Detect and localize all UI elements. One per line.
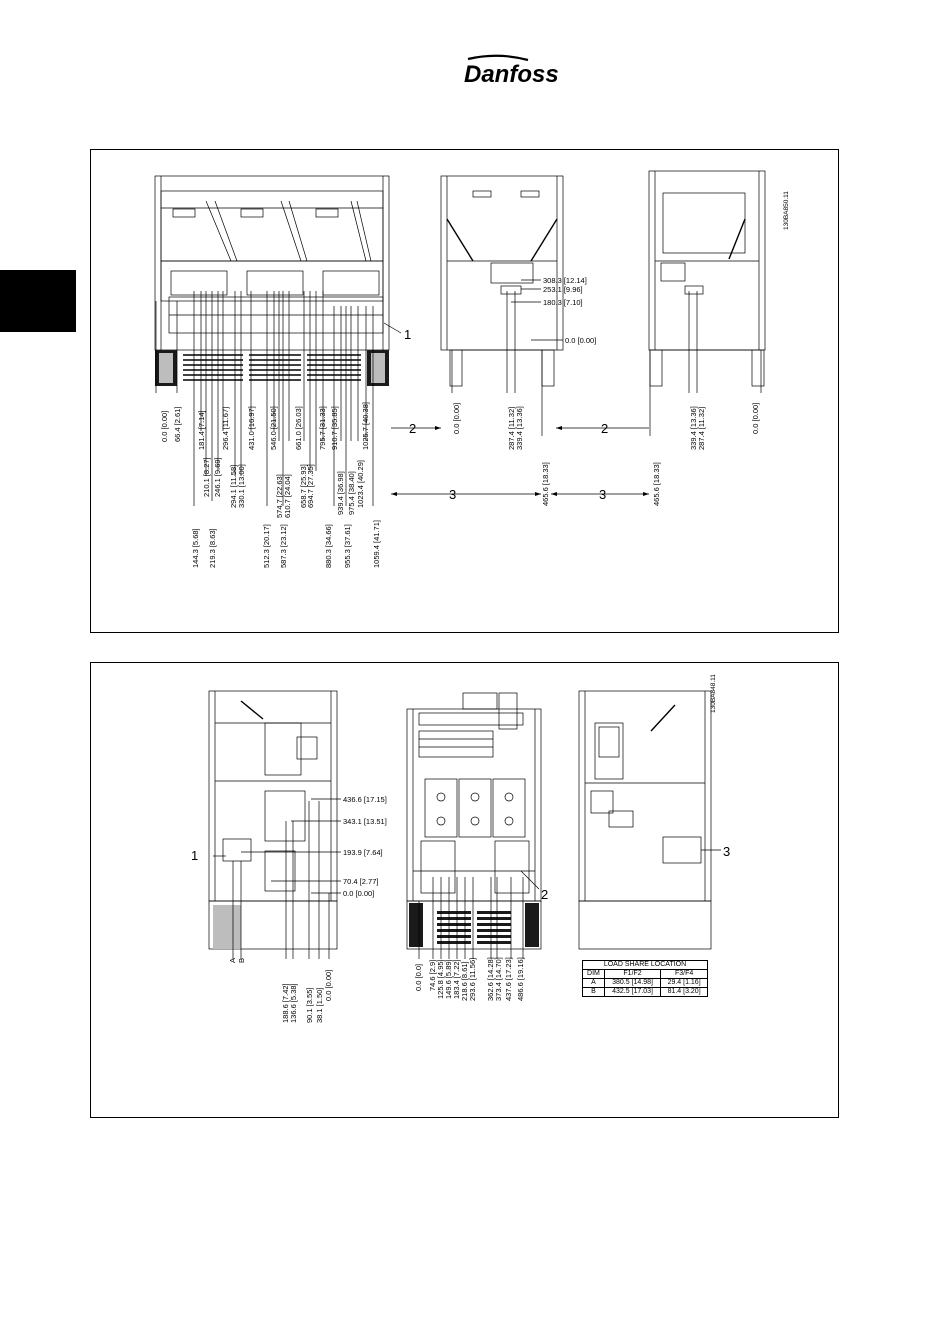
bv2-dim-label: 0.0 [0.0]	[414, 963, 423, 991]
v1-dim-label: 658.7 [25.93]	[299, 464, 308, 508]
svg-text:Danfoss: Danfoss	[464, 61, 559, 88]
v1-dim-label: 144.3 [5.68]	[191, 528, 200, 568]
bottom-view1-cabinet	[209, 691, 341, 959]
v1-dim-label: 0.0 [0.00]	[160, 410, 169, 442]
bv2-dim-label: 486.6 [19.16]	[516, 957, 525, 1001]
bv1-dim-label: 188.6 [7.42]	[281, 983, 290, 1023]
bv2-dim-label: 437.6 [17.23]	[504, 957, 513, 1001]
v1-dim-label: 296.4 [11.67]	[221, 406, 230, 450]
v1-dim-label: 246.1 [9.69]	[213, 457, 222, 497]
v1-dim-label: 294.1 [11.58]	[229, 464, 238, 508]
top-drawing	[91, 150, 838, 632]
v3-dim-label: 465.6 [18.33]	[652, 462, 661, 506]
v1-dim-label: 512.3 [20.17]	[262, 524, 271, 568]
bv1-height-label: 70.4 [2.77]	[343, 877, 379, 886]
v1-dim-label: 910.7 [35.85]	[330, 406, 339, 450]
bv2-dim-label: 74.6 [2.9]	[428, 959, 437, 991]
v1-dim-label: 574.7 [22.63]	[275, 474, 284, 518]
v1-dim-label: 661.0 [26.03]	[294, 406, 303, 450]
bv1-height-label: 0.0 [0.00]	[343, 889, 375, 898]
table-cell: 380.5 [14.98]	[604, 979, 660, 988]
table-cell: 29.4 [1.16]	[661, 979, 708, 988]
bottom-callout-1: 1	[191, 848, 199, 863]
top-callout-1: 1	[404, 327, 412, 342]
load-share-table	[582, 960, 708, 997]
v1-dim-label: 210.1 [8.27]	[202, 457, 211, 497]
v1-dim-label: 181.4 [7.14]	[197, 410, 206, 450]
v1-dim-label: 955.3 [37.61]	[343, 524, 352, 568]
danfoss-logo	[458, 54, 558, 94]
bottom-callout-3: 3	[723, 844, 731, 859]
v1-dim-label: 1059.4 [41.71]	[372, 520, 381, 568]
top-callout-2a: 2	[409, 421, 417, 436]
v1-dim-label: 880.3 [34.66]	[324, 524, 333, 568]
table-row	[583, 988, 708, 997]
marker-b: B	[237, 957, 246, 963]
bv2-dim-label: 293.6 [11.56]	[468, 957, 477, 1001]
bv2-dim-label: 183.4 [7.22]	[452, 959, 461, 999]
v1-dim-label: 587.3 [23.12]	[279, 524, 288, 568]
v1-dim-label: 694.7 [27.35]	[306, 464, 315, 508]
bv1-height-label: 193.9 [7.64]	[343, 848, 383, 857]
bv1-dim-label: 136.6 [5.38]	[289, 983, 298, 1023]
bottom-drawing-code: 130BA848.11	[710, 674, 717, 713]
v2-height-label: 308.3 [12.14]	[543, 276, 587, 285]
bv1-dim-label: 0.0 [0.00]	[324, 969, 333, 1001]
top-view3-cabinet	[649, 171, 765, 436]
load-share-title: LOAD SHARE LOCATION	[583, 961, 708, 970]
v2-height-label: 253.1 [9.96]	[543, 285, 583, 294]
bottom-view2-grille	[437, 911, 511, 944]
bv2-dim-label: 218.6 [8.61]	[460, 961, 469, 1001]
bottom-view2-leader-lines	[419, 871, 539, 959]
marker-a: A	[228, 957, 237, 963]
bottom-view3-cabinet	[579, 691, 721, 949]
top-view1-dimension-labels	[160, 402, 381, 568]
top-callout-2b: 2	[601, 421, 609, 436]
v1-dim-label: 610.7 [24.04]	[283, 474, 292, 518]
table-cell: B	[583, 988, 605, 997]
table-row	[583, 979, 708, 988]
table-cell: A	[583, 979, 605, 988]
bv2-dim-label: 373.4 [14.70]	[494, 957, 503, 1001]
section-tab-marker	[0, 270, 76, 332]
v1-dim-label: 546.0 [21.50]	[269, 406, 278, 450]
top-callout-3b: 3	[599, 487, 607, 502]
v2-height-label: 180.3 [7.10]	[543, 298, 583, 307]
v3-dim-label: 339.4 [13.36]	[689, 406, 698, 450]
v1-dim-label: 330.1 [13.00]	[237, 464, 246, 508]
table-cell: 432.5 [17.03]	[604, 988, 660, 997]
v1-dim-label: 431.0 [16.97]	[247, 406, 256, 450]
v1-dim-label: 939.4 [36.98]	[336, 471, 345, 515]
bv2-dim-label: 362.6 [14.28]	[486, 957, 495, 1001]
v1-dim-label: 975.4 [38.40]	[347, 471, 356, 515]
v1-dim-label: 66.4 [2.61]	[173, 406, 182, 442]
bottom-drawing	[91, 663, 838, 1117]
v2-dim-label: 0.0 [0.00]	[452, 402, 461, 434]
table-header-cell: F1/F2	[604, 970, 660, 979]
bv1-height-label: 436.6 [17.15]	[343, 795, 387, 804]
v2-dim-label: 465.6 [18.33]	[541, 462, 550, 506]
v1-dim-label: 219.3 [8.63]	[208, 528, 217, 568]
v1-dim-label: 1023.4 [40.29]	[356, 460, 365, 508]
bv1-height-label: 343.1 [13.51]	[343, 817, 387, 826]
bv1-dim-label: 90.1 [3.55]	[305, 987, 314, 1023]
bottom-view2-cabinet	[407, 693, 541, 959]
v3-dim-label: 287.4 [11.32]	[697, 406, 706, 450]
top-view1-cabinet	[155, 176, 401, 506]
v1-dim-label: 795.7 [31.33]	[318, 406, 327, 450]
table-header-cell: DIM	[583, 970, 605, 979]
v1-dim-label: 1025.7 [40.38]	[361, 402, 370, 450]
bv2-dim-label: 149.6 [5.89]	[444, 959, 453, 999]
v2-dim-label: 339.4 [13.36]	[515, 406, 524, 450]
v2-height-label: 0.0 [0.00]	[565, 336, 597, 345]
top-callout-3a: 3	[449, 487, 457, 502]
top-drawing-panel	[90, 149, 839, 633]
table-cell: 81.4 [3.20]	[661, 988, 708, 997]
bv1-dim-label: 38.1 [1.50]	[315, 987, 324, 1023]
bv2-dim-label: 125.8 [4.95]	[436, 959, 445, 999]
bottom-callout-2: 2	[541, 887, 549, 902]
bottom-drawing-panel	[90, 662, 839, 1118]
v2-dim-label: 287.4 [11.32]	[507, 406, 516, 450]
top-drawing-code: 130BA850.11	[783, 191, 790, 230]
v3-dim-label: 0.0 [0.00]	[751, 402, 760, 434]
table-header-cell: F3/F4	[661, 970, 708, 979]
